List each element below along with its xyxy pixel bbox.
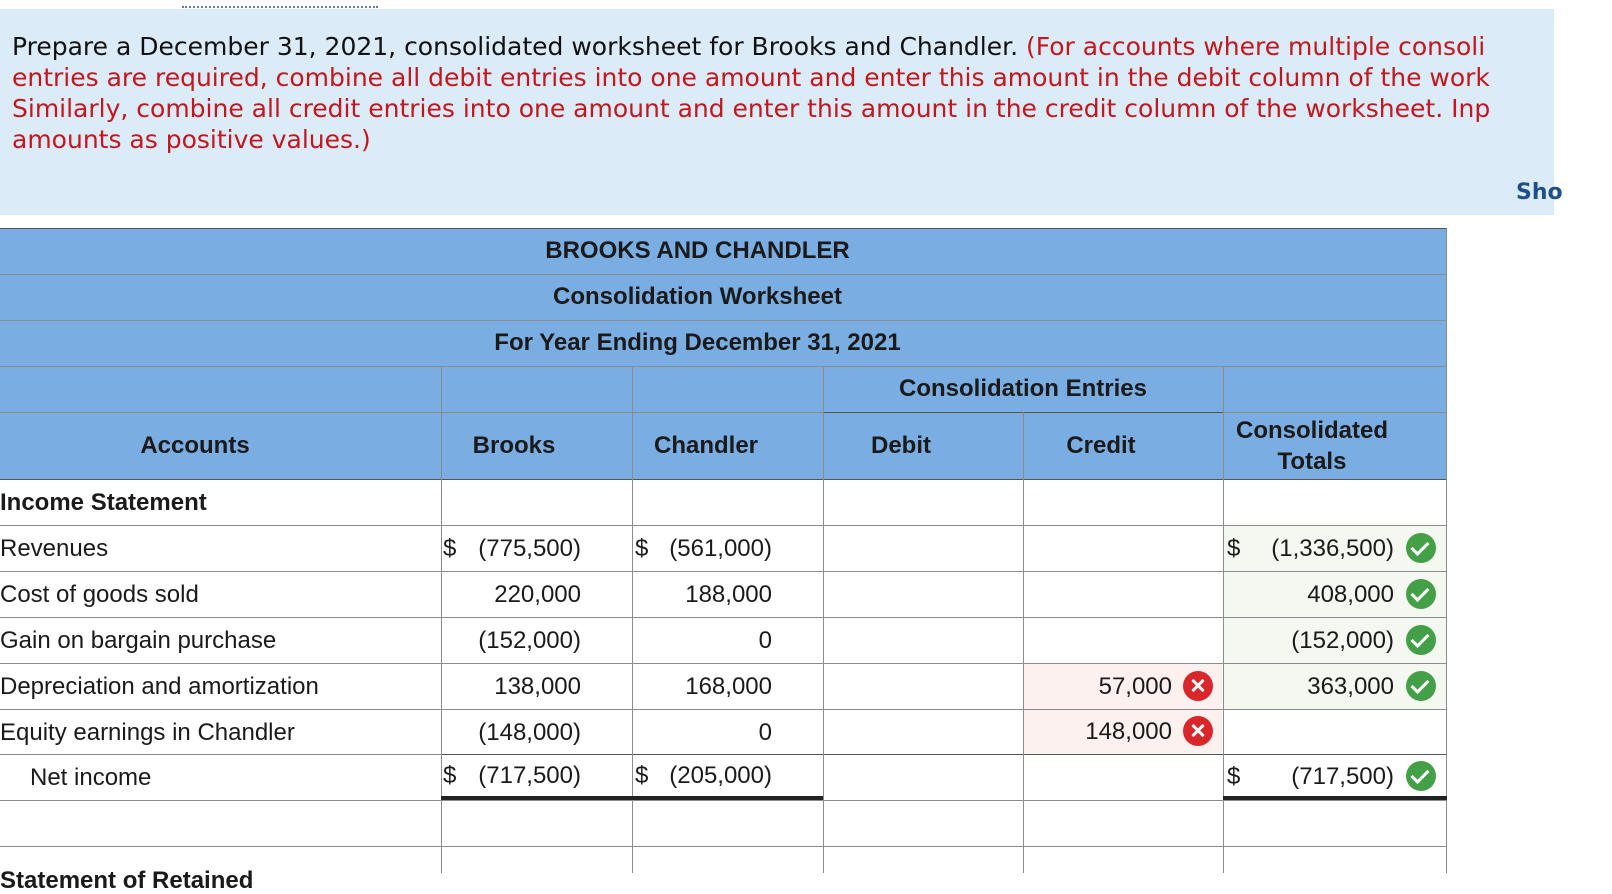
consolidated-revenues-dollar: $ (1227, 535, 1241, 562)
correct-check-icon (1406, 761, 1436, 791)
account-net-income: Net income (30, 764, 152, 791)
section-income-statement: Income Statement (0, 489, 207, 516)
incorrect-x-icon (1183, 671, 1213, 701)
correct-check-icon (1406, 625, 1436, 655)
consolidation-worksheet (0, 228, 1447, 894)
company-name: BROOKS AND CHANDLER (545, 237, 850, 264)
instructions-hint-line1: (For accounts where multiple consoli (1026, 32, 1486, 61)
credit-input-equity-earnings[interactable] (1024, 710, 1222, 754)
debit-input-revenues[interactable] (824, 526, 1022, 571)
chandler-gain-bargain: 0 (758, 627, 772, 654)
debit-input-depreciation[interactable] (824, 664, 1022, 709)
consolidated-input-equity-earnings[interactable] (1224, 710, 1446, 754)
consolidated-net-income-double-underline (1223, 796, 1447, 800)
account-cost-of-goods-sold: Cost of goods sold (0, 581, 199, 608)
brooks-revenues: (775,500) (478, 535, 581, 562)
account-revenues: Revenues (0, 535, 109, 562)
consolidated-gain-bargain-value: (152,000) (1291, 627, 1394, 654)
correct-check-icon (1406, 671, 1436, 701)
correct-check-icon (1406, 533, 1436, 563)
consolidation-entries-header: Consolidation Entries (898, 375, 1147, 402)
consolidated-cogs-value: 408,000 (1307, 581, 1394, 608)
brooks-net-income-dollar: $ (443, 762, 457, 789)
account-depreciation-amortization: Depreciation and amortization (0, 673, 319, 700)
credit-equity-earnings-value: 148,000 (1085, 718, 1172, 745)
chandler-net-income: (205,000) (669, 762, 772, 789)
consolidated-net-income-value: (717,500) (1291, 763, 1394, 790)
chandler-revenues: (561,000) (669, 535, 772, 562)
instructions-hint-line4: amounts as positive values.) (12, 125, 371, 154)
credit-depreciation-value: 57,000 (1098, 673, 1172, 700)
brooks-net-income: (717,500) (478, 762, 581, 789)
col-header-debit: Debit (871, 432, 931, 459)
consolidated-input-net-income[interactable] (1224, 755, 1446, 797)
credit-input-gain-bargain[interactable] (1024, 618, 1222, 663)
chandler-revenues-dollar: $ (635, 535, 649, 562)
chandler-equity-earnings: 0 (758, 718, 772, 746)
col-header-chandler: Chandler (653, 432, 758, 459)
col-header-consolidated (1223, 412, 1401, 480)
credit-input-net-income[interactable] (1024, 755, 1222, 799)
consolidated-input-depreciation[interactable] (1224, 664, 1446, 709)
consolidated-input-revenues[interactable] (1224, 526, 1446, 571)
incorrect-x-icon (1183, 716, 1213, 746)
instructions-text (12, 31, 1612, 155)
account-gain-on-bargain-purchase: Gain on bargain purchase (0, 627, 277, 654)
debit-input-equity-earnings[interactable] (824, 710, 1022, 754)
brooks-equity-earnings: (148,000) (478, 718, 581, 746)
credit-input-revenues[interactable] (1024, 526, 1222, 571)
brooks-cogs: 220,000 (494, 581, 581, 608)
net-income-double-underline (441, 796, 823, 800)
section-retained-earnings: Statement of Retained (0, 867, 254, 894)
instructions-hint-line3: Similarly, combine all credit entries into one amount and enter this amount in the credit column of the worksheet. Inp (12, 94, 1491, 123)
brooks-gain-bargain: (152,000) (478, 627, 581, 654)
col-header-credit: Credit (1066, 432, 1136, 459)
debit-input-net-income[interactable] (824, 755, 1022, 799)
consolidated-depreciation-value: 363,000 (1307, 673, 1394, 700)
correct-check-icon (1406, 579, 1436, 609)
chandler-cogs: 188,000 (685, 581, 772, 608)
credit-input-cogs[interactable] (1024, 572, 1222, 617)
chandler-net-income-dollar: $ (635, 762, 649, 789)
debit-input-cogs[interactable] (824, 572, 1022, 617)
col-header-consolidated-line2: Totals (1277, 448, 1347, 475)
brooks-depreciation: 138,000 (494, 673, 581, 700)
col-header-brooks: Brooks (472, 432, 556, 459)
consolidated-input-gain-bargain[interactable] (1224, 618, 1446, 663)
debit-input-gain-bargain[interactable] (824, 618, 1022, 663)
chandler-depreciation: 168,000 (685, 673, 772, 700)
consolidated-input-cogs[interactable] (1224, 572, 1446, 617)
top-dotted-rule (182, 6, 378, 8)
col-header-consolidated-line1: Consolidated (1235, 417, 1388, 444)
col-header-accounts: Accounts (140, 432, 250, 459)
brooks-revenues-dollar: $ (443, 535, 457, 562)
consolidated-revenues-value: (1,336,500) (1271, 535, 1394, 562)
account-equity-earnings: Equity earnings in Chandler (0, 718, 295, 746)
worksheet-period: For Year Ending December 31, 2021 (494, 329, 901, 356)
credit-input-depreciation[interactable] (1024, 664, 1222, 709)
instructions-hint-line2: entries are required, combine all debit entries into one amount and enter this amount in the debit column of the work (12, 63, 1490, 92)
instructions-panel (0, 9, 1563, 215)
show-work-link[interactable]: Sho (1516, 180, 1563, 205)
instructions-main: Prepare a December 31, 2021, consolidated worksheet for Brooks and Chandler. (12, 32, 1026, 61)
worksheet-title: Consolidation Worksheet (553, 283, 842, 310)
consolidated-net-income-dollar: $ (1227, 763, 1241, 790)
